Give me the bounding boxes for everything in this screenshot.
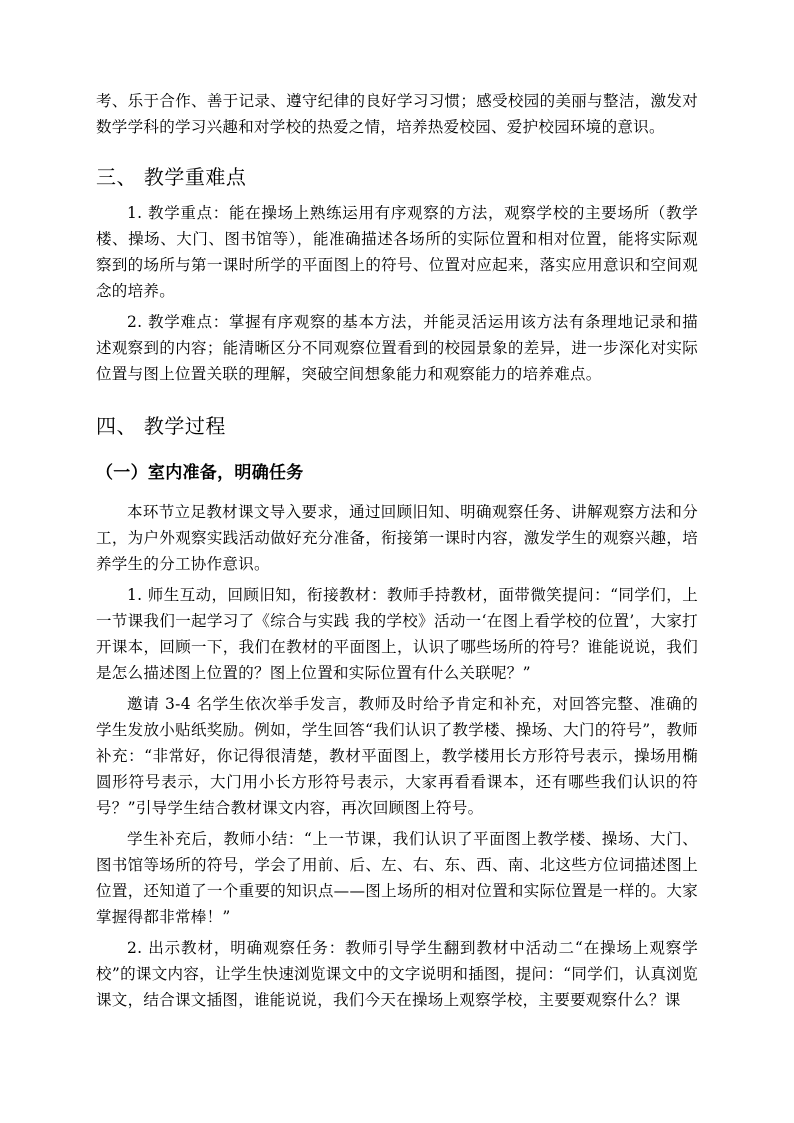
- process-student-answer-paragraph: 邀请 3-4 名学生依次举手发言，教师及时给予肯定和补充，对回答完整、准确的学生发放小贴纸奖励。例如，学生回答“我们认识了教学楼、操场、大门的符号”，教师补充：“非常好，你记得很清楚，教材平面图上，教学楼用长方形符号表示，操场用椭圆形符号表示，大门用小长方形符号表示，大家再看看课本，还有哪些我们认识的符号？”引导学生结合教材课文内容，再次回顾图上符号。: [96, 695, 698, 817]
- process-step2-paragraph: 2. 出示教材，明确观察任务：教师引导学生翻到教材中活动二“在操场上观察学校”的课文内容，让学生快速浏览课文中的文字说明和插图，提问：“同学们，认真浏览课文，结合课文插图，谁能说说，我们今天在操场上观察学校，主要要观察什么？课: [96, 939, 698, 1009]
- section-heading-teaching-process: 四、 教学过程: [96, 414, 226, 438]
- process-summary-paragraph: 学生补充后，教师小结：“上一节课，我们认识了平面图上教学楼、操场、大门、图书馆等场所的符号，学会了用前、后、左、右、东、西、南、北这些方位词描述图上位置，还知道了一个重要的知识点——图上场所的相对位置和实际位置是一样的。大家掌握得都非常棒！”: [96, 830, 698, 926]
- process-intro-paragraph: 本环节立足教材课文导入要求，通过回顾旧知、明确观察任务、讲解观察方法和分工，为户外观察实践活动做好充分准备，衔接第一课时内容，激发学生的观察兴趣，培养学生的分工协作意识。: [96, 503, 698, 573]
- section-heading-key-points: 三、 教学重难点: [96, 165, 247, 189]
- intro-paragraph: 考、乐于合作、善于记录、遵守纪律的良好学习习惯；感受校园的美丽与整洁，激发对数学学科的学习兴趣和对学校的热爱之情，培养热爱校园、爱护校园环境的意识。: [96, 92, 698, 136]
- process-step1-paragraph: 1. 师生互动，回顾旧知，衔接教材：教师手持教材，面带微笑提问：“同学们，上一节课我们一起学习了《综合与实践 我的学校》活动一‘在图上看学校的位置’，大家打开课本，回顾一下，我们在教材的平面图上，认识了哪些场所的符号？谁能说说，我们是怎么描述图上位置的？图上位置和实际位置有什么关联呢？”: [96, 586, 698, 682]
- document-page: [96, 88, 698, 1013]
- subsection-heading-preparation: （一）室内准备，明确任务: [96, 463, 304, 483]
- difficulty-paragraph: 2. 教学难点：掌握有序观察的基本方法，并能灵活运用该方法有条理地记录和描述观察到的内容；能清晰区分不同观察位置看到的校园景象的差异，进一步深化对实际位置与图上位置关联的理解，突破空间想象能力和观察能力的培养难点。: [96, 313, 698, 383]
- key-point-paragraph: 1. 教学重点：能在操场上熟练运用有序观察的方法，观察学校的主要场所（教学楼、操场、大门、图书馆等），能准确描述各场所的实际位置和相对位置，能将实际观察到的场所与第一课时所学的平面图上的符号、位置对应起来，落实应用意识和空间观念的培养。: [96, 204, 698, 300]
